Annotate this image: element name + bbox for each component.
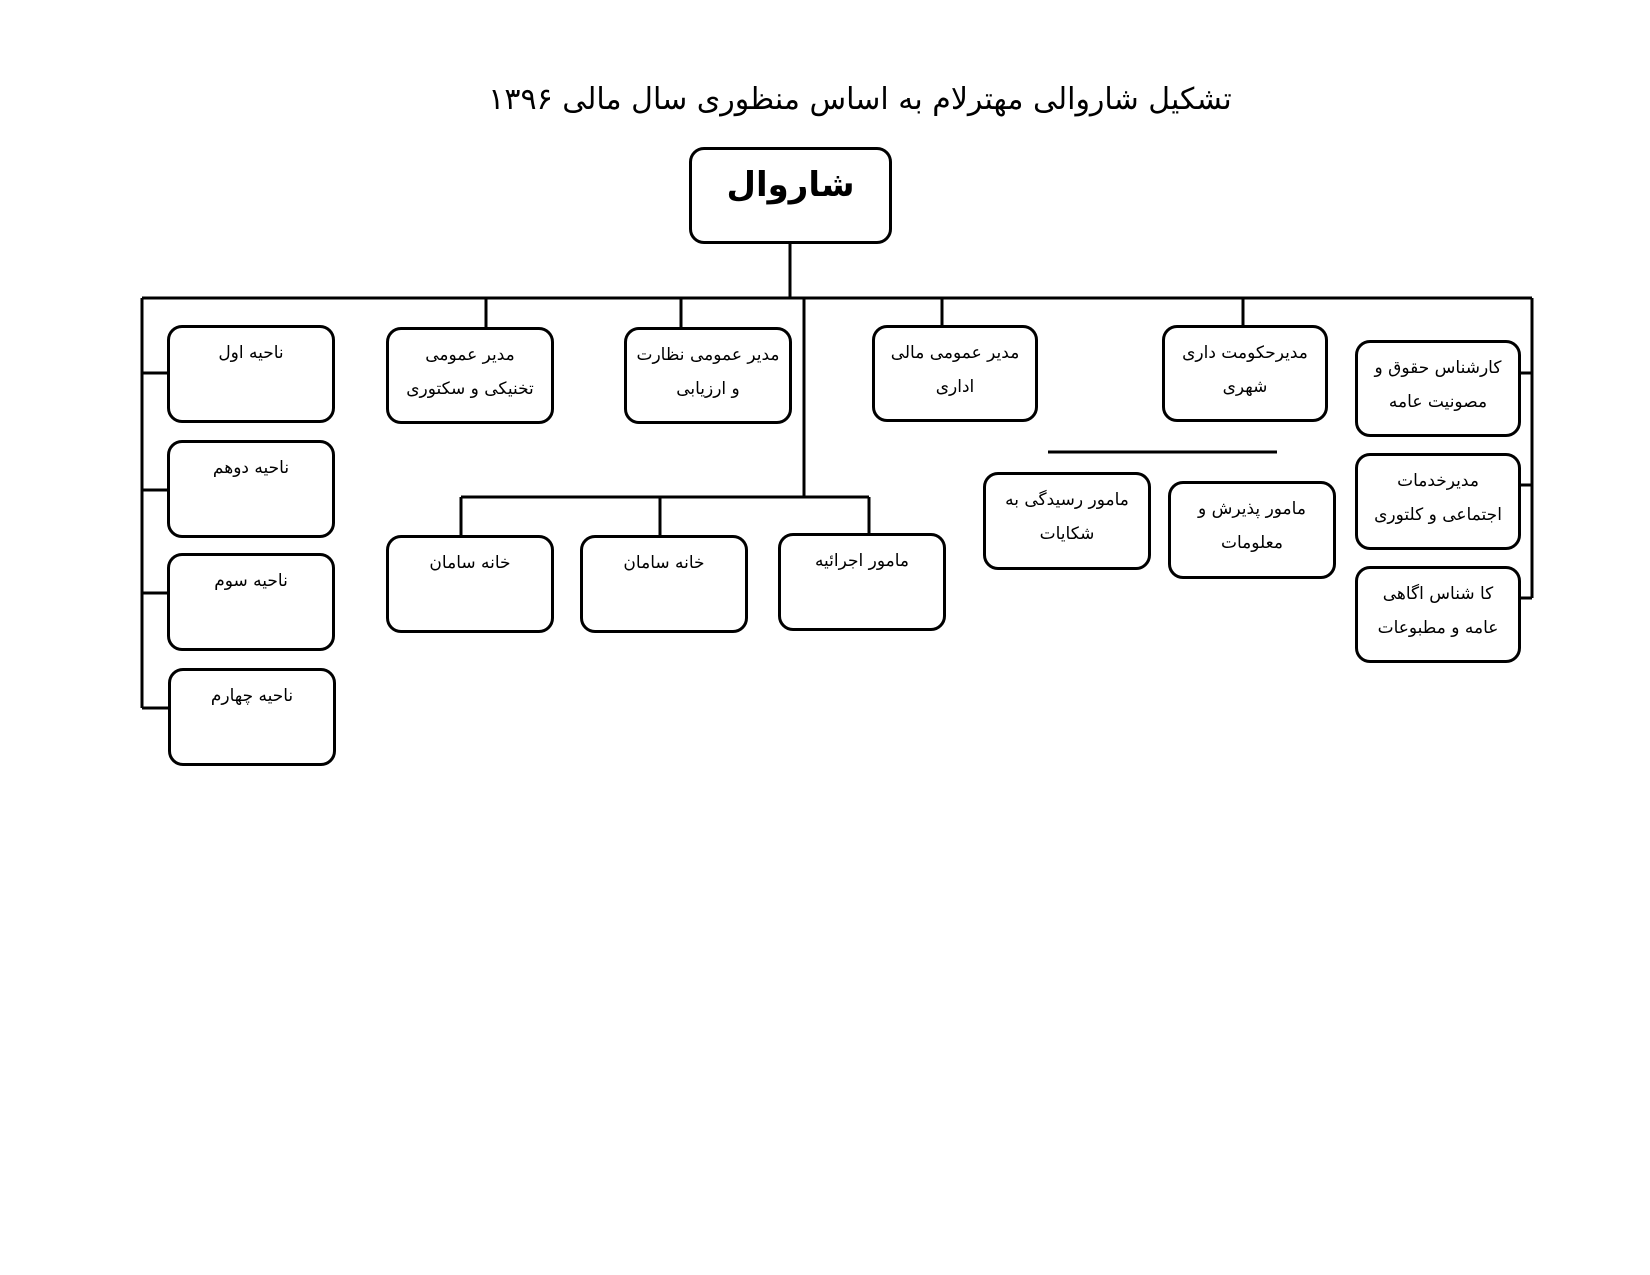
box-line: مدیرخدمات (1397, 471, 1479, 491)
page-title: تشکیل شاروالی مهترلام به اساس منظوری سال مالی ۱۳۹۶ (488, 82, 1232, 117)
technical-director-box (386, 327, 554, 424)
finance-director-box (872, 325, 1038, 422)
box-line: اجتماعی و کلتوری (1374, 505, 1502, 525)
box-line: مدیر عمومی (425, 345, 515, 365)
governance-director-box (1162, 325, 1328, 422)
shelter-house-box (386, 535, 554, 633)
shelter-house-box (580, 535, 748, 633)
box-line: ناحیه اول (218, 343, 284, 363)
box-line: خانه سامان (429, 553, 511, 573)
social-services-box (1355, 453, 1521, 550)
box-line: ناحیه دوهم (212, 458, 290, 478)
monitoring-director-box (624, 327, 792, 424)
box-line: مصونیت عامه (1388, 392, 1488, 412)
box-line: کارشناس حقوق و (1374, 358, 1502, 378)
box-line: معلومات (1220, 533, 1283, 553)
box-line: ناحیه چهارم (210, 686, 294, 706)
enforcement-officer-box (778, 533, 946, 631)
box-line: شکایات (1039, 524, 1095, 544)
box-line: شهری (1222, 377, 1268, 397)
public-awareness-box (1355, 566, 1521, 663)
legal-expert-box (1355, 340, 1521, 437)
box-line: مامور رسیدگی به (1005, 490, 1129, 510)
district-4-box (168, 668, 336, 766)
box-line: مدیر عمومی نظارت (636, 345, 780, 365)
box-line: مدیرحکومت داری (1182, 343, 1308, 363)
box-line: مدیر عمومی مالی (890, 343, 1020, 363)
district-1-box (167, 325, 335, 423)
box-line: مامور اجرائیه (814, 551, 910, 571)
complaints-officer-box (983, 472, 1151, 570)
district-2-box (167, 440, 335, 538)
mayor-box (689, 147, 892, 244)
box-line: خانه سامان (623, 553, 705, 573)
box-line: اداری (935, 377, 975, 397)
information-officer-box (1168, 481, 1336, 579)
box-line: و ارزیابی (676, 379, 740, 399)
district-3-box (167, 553, 335, 651)
box-line: مامور پذیرش و (1198, 499, 1306, 519)
box-line: کا شناس اگاهی (1382, 584, 1494, 604)
box-line: تخنیکی و سکتوری (406, 379, 534, 399)
box-line: عامه و مطبوعات (1377, 618, 1499, 638)
mayor-label: شاروال (726, 165, 855, 205)
box-line: ناحیه سوم (214, 571, 288, 591)
